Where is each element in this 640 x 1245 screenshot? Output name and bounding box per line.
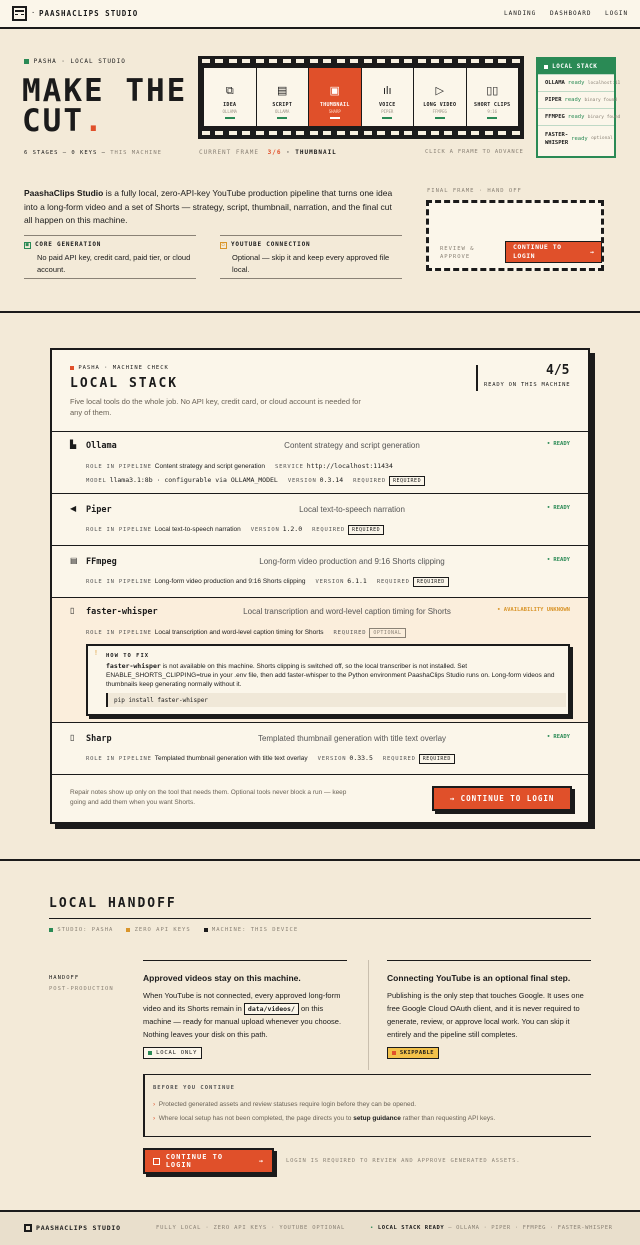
handoff-side-sub: POST-PRODUCTION [49, 986, 114, 992]
local-stack-panel [50, 348, 590, 824]
fix-command[interactable]: pip install faster-whisper [106, 693, 566, 707]
tool-row-piper: ◀ Piper Local text-to-speech narration • READY ROLE IN PIPELINE Local text-to-speech narration VERSION 1.2.0 REQUIRED REQUIRED [52, 493, 588, 545]
hero-intro: PaashaClips Studio is a fully local, zero-API-key YouTube production pipeline that turns one idea into a long-form video and a set of Shorts — strategy, script, thumbnail, narration, and the final cut all happen on this machine. [24, 188, 393, 225]
videos-path: data/videos/ [244, 1003, 299, 1015]
panel-footer-note: Repair notes show up only on the tool that needs them. Optional tools never block a run — keep going and add them when you want Shorts. [70, 789, 347, 806]
hero-stats: 6 STAGES — 0 KEYS — THIS MACHINE [24, 150, 162, 156]
voice-icon: ılı [382, 85, 392, 97]
youtube-optional-column: Connecting YouTube is an optional final step. Publishing is the only step that touches Google. It uses one free Google Cloud OAuth client, and it is never required to generate, review, or approve local work. You can skip it entirely and the pipeline still completes. SKIPPABLE [387, 973, 591, 1059]
frame-tool: OLLAMA [275, 109, 290, 114]
panel-subtitle: Five local tools do the whole job. No API key, credit card, or cloud account is needed for any of them. [70, 397, 361, 417]
tool-row-ollama: ▙ Ollama Content strategy and script generation • READY ROLE IN PIPELINE Content strategy and script generation SERVICE http://localhost:11434 MODEL llama3.1:8b · configurable via OLLAMA_MODEL VERSION 0.3.14 REQUIRED REQUIRED [52, 431, 588, 493]
frame-script[interactable] [257, 68, 309, 126]
logo-icon [24, 1224, 32, 1232]
long-video-icon: ▷ [435, 85, 444, 97]
frame-label: SHORT CLIPS [474, 102, 511, 108]
frame-progress-mark [225, 117, 235, 119]
handoff-continue-button[interactable]: CONTINUE TO LOGIN → [143, 1148, 274, 1174]
frame-label: LONG VIDEO [423, 102, 457, 108]
footer-stack-status: • LOCAL STACK READY — OLLAMA · PIPER · FFMPEG · FASTER-WHISPER [370, 1225, 613, 1231]
nav-link-login[interactable]: LOGIN [605, 10, 629, 17]
current-frame-readout: CURRENT FRAME 3/6 · THUMBNAIL [199, 149, 337, 156]
frame-progress-mark [435, 117, 445, 119]
optional-icon: ○ [221, 242, 226, 248]
check-icon: ■ [25, 242, 30, 248]
chevron-right-icon: › [153, 1115, 156, 1122]
frame-label: IDEA [223, 102, 237, 108]
idea-icon: ⧉ [225, 85, 234, 97]
login-required-note: LOGIN IS REQUIRED TO REVIEW AND APPROVE GENERATED ASSETS. [286, 1158, 521, 1164]
frame-tool: SHARP [328, 109, 341, 114]
frame-label: VOICE [378, 102, 396, 108]
frame-hint: CLICK A FRAME TO ADVANCE [425, 149, 524, 155]
footer [0, 1212, 640, 1245]
stack-row-ffmpeg: FFMPEG ready binary found [538, 108, 614, 125]
arrow-right-icon: → [590, 248, 594, 256]
handoff-tags: STUDIO: PASHA ZERO API KEYS MACHINE: THIS DEVICE [49, 927, 298, 933]
script-icon: ▤ [277, 85, 288, 97]
handoff-title: LOCAL HANDOFF [49, 896, 177, 911]
final-frame-label: FINAL FRAME · HAND OFF [427, 188, 522, 194]
nav-link-landing[interactable]: LANDING [504, 10, 537, 17]
frame-voice[interactable] [362, 68, 414, 126]
local-only-badge: LOCAL ONLY [143, 1047, 202, 1059]
frame-thumbnail[interactable] [309, 68, 361, 126]
panel-continue-button[interactable]: → CONTINUE TO LOGIN [432, 786, 572, 811]
short-clips-icon: ▯▯ [486, 85, 499, 97]
frame-tool: 9:16 [487, 109, 498, 114]
frame-progress-mark [330, 117, 340, 119]
ready-count-label: READY ON THIS MACHINE [484, 382, 571, 388]
footer-brand: PAASHACLIPS STUDIO [36, 1224, 121, 1232]
frame-progress-mark [277, 117, 287, 119]
local-only-column: Approved videos stay on this machine. When YouTube is not connected, every approved long-form video and its Shorts remain in data/videos/ on this machine — ready for manual upload whenever you choose. Nothing leaves your disk on this path. LOCAL ONLY [143, 973, 347, 1059]
nav-bar: · PAASHACLIPS STUDIO LANDING DASHBOARD LOGIN [0, 0, 640, 27]
footer-tagline: FULLY LOCAL · ZERO API KEYS · YOUTUBE OPTIONAL [156, 1225, 346, 1231]
tool-row-ffmpeg: ▤ FFmpeg Long-form video production and 9:16 Shorts clipping • READY ROLE IN PIPELINE Long-form video production and 9:16 Shorts clipping VERSION 6.1.1 REQUIRED REQUIRED [52, 545, 588, 597]
stack-row-ollama: OLLAMA ready localhost:11 [538, 74, 614, 91]
review-approve-label: REVIEW & APPROVE [440, 246, 475, 260]
film-icon: ▤ [70, 556, 78, 565]
logo-icon[interactable] [12, 6, 27, 21]
speaker-icon: ◀ [70, 504, 77, 513]
image-icon: ▯ [70, 733, 75, 742]
ready-count: 4/5 [546, 363, 570, 378]
core-generation-note: ■ CORE GENERATION No paid API key, credit card, paid tier, or cloud account. [25, 241, 191, 274]
warning-icon: ! [95, 650, 97, 657]
panel-title: LOCAL STACK [70, 376, 179, 391]
final-frame-card [426, 200, 604, 271]
pipeline-filmstrip [198, 56, 524, 139]
fix-box: ! HOW TO FIX faster-whisper is not available on this machine. Shorts clipping is switched off, so the local transcriber is not installed. Set ENABLE_SHORTS_CLIPPING=true in your .env file, then add faster-whisper to the Python environment PaashaClips Studio runs on. Long-form videos and thumbnails keep generating normally without it. pip install faster-whisper [86, 644, 570, 716]
frame-tool: FFMPEG [432, 109, 447, 114]
frame-idea[interactable] [204, 68, 256, 126]
panel-eyebrow: PASHA · MACHINE CHECK [70, 365, 169, 371]
hero-eyebrow: PASHA · LOCAL STUDIO [24, 58, 126, 65]
stack-row-piper: PIPER ready binary found [538, 91, 614, 108]
frame-label: THUMBNAIL [319, 102, 350, 108]
tool-row-faster-whisper: ▯ faster-whisper Local transcription and word-level caption timing for Shorts • AVAILABILITY UNKNOWN ROLE IN PIPELINE Local transcription and word-level caption timing for Shorts REQUIRED OPTIONAL ! HOW TO FIX faster-whisper is not available on this machine. Shorts clipping is switched off, so the local transcriber is not installed. Set ENABLE_SHORTS_CLIPPING=true in your .env file, then add faster-whisper to the Python environment PaashaClips Studio runs on. Long-form videos and thumbnails keep generating normally without it. pip install faster-whisper [52, 597, 588, 722]
nav-link-dashboard[interactable]: DASHBOARD [550, 10, 592, 17]
frame-tool: PIPER [381, 109, 394, 114]
tool-row-sharp: ▯ Sharp Templated thumbnail generation with title text overlay • READY ROLE IN PIPELINE Templated thumbnail generation with title text overlay VERSION 0.33.5 REQUIRED REQUIRED [52, 722, 588, 774]
frame-tool: OLLAMA [222, 109, 237, 114]
frame-label: SCRIPT [272, 102, 293, 108]
frame-progress-mark [382, 117, 392, 119]
local-stack-mini: LOCAL STACK OLLAMA ready localhost:11 PIPER ready binary found FFMPEG ready binary found FASTER-WHISPER ready optional [536, 57, 616, 158]
thumbnail-icon: ▣ [329, 85, 340, 97]
frame-short-clips[interactable] [467, 68, 519, 126]
login-icon [153, 1158, 160, 1165]
stack-row-faster-whisper: FASTER-WHISPER ready optional [538, 125, 614, 151]
frame-progress-mark [487, 117, 497, 119]
handoff-side-label: HANDOFF [49, 975, 80, 981]
youtube-connection-note: ○ YOUTUBE CONNECTION Optional — skip it and keep every approved file local. [221, 241, 390, 274]
hero-continue-button[interactable]: CONTINUE TO LOGIN → [505, 241, 602, 263]
document-icon: ▯ [70, 606, 75, 615]
brand-name[interactable]: PAASHACLIPS STUDIO [39, 9, 139, 18]
hero-title: MAKE THE CUT. [22, 73, 188, 139]
ollama-icon: ▙ [70, 440, 77, 449]
frame-long-video[interactable] [414, 68, 466, 126]
chevron-right-icon: › [153, 1101, 156, 1108]
before-continue-box: BEFORE YOU CONTINUE › Protected generated assets and review statuses require login before they can be opened. › Where local setup has not been completed, the page directs you to setup guidance rather than requesting API keys. [143, 1074, 591, 1137]
skippable-badge: SKIPPABLE [387, 1047, 439, 1059]
